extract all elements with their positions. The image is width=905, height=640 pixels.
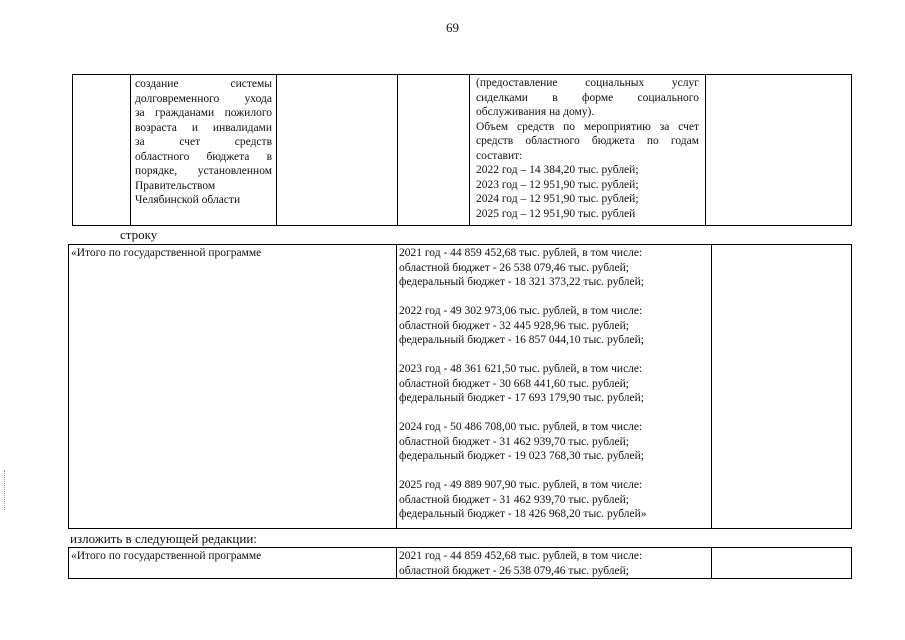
- description-line: порядке, установленном: [135, 165, 272, 177]
- details-line: Объем средств по мероприятию за счет: [476, 120, 699, 133]
- financing-line: областной бюджет - 26 538 079,46 тыс. рублей;: [399, 564, 629, 577]
- group-spacer: [399, 348, 709, 363]
- cell-measure-description: [131, 75, 277, 226]
- cell-empty: [712, 548, 852, 579]
- table-total-new: [68, 547, 852, 579]
- financing-line: 2023 год - 48 361 621,50 тыс. рублей, в том числе:: [399, 363, 643, 375]
- cell-empty-2: [398, 75, 470, 226]
- details-line: 2024 год – 12 951,90 тыс. рублей;: [476, 193, 639, 205]
- group-spacer: [399, 406, 709, 421]
- group-spacer: [399, 464, 709, 479]
- financing-line: 2024 год - 50 486 708,00 тыс. рублей, в том числе:: [399, 421, 643, 433]
- financing-line: 2025 год - 49 889 907,90 тыс. рублей, в том числе:: [399, 479, 643, 491]
- financing-line: федеральный бюджет - 18 321 373,22 тыс. рублей;: [399, 276, 644, 288]
- details-line: (предоставление социальных услуг: [476, 77, 699, 89]
- cell-number: [73, 75, 131, 226]
- financing-line: 2021 год - 44 859 452,68 тыс. рублей, в том числе:: [399, 550, 643, 562]
- financing-line: областной бюджет - 26 538 079,46 тыс. рублей;: [399, 261, 629, 274]
- label-new-edition: изложить в следующей редакции:: [70, 531, 257, 546]
- details-line: сиделками в форме социального: [476, 91, 699, 104]
- cell-empty-3: [706, 75, 852, 226]
- financing-line: федеральный бюджет - 18 426 968,20 тыс. рублей»: [399, 508, 647, 520]
- financing-old-text: [399, 246, 709, 522]
- description-line: долговременного ухода: [135, 92, 272, 105]
- cell-financing-new: [397, 548, 712, 579]
- financing-line: областной бюджет - 32 445 928,96 тыс. рублей;: [399, 319, 629, 332]
- cell-empty-1: [277, 75, 398, 226]
- group-spacer: [399, 290, 709, 305]
- measure-description-text: [135, 77, 272, 208]
- cell-financing-old: [397, 245, 712, 529]
- description-line: создание системы: [135, 78, 272, 90]
- cell-measure-details: [470, 75, 706, 226]
- table-total-old: [68, 244, 852, 529]
- measure-details-text: [476, 76, 699, 221]
- financing-line: федеральный бюджет - 19 023 768,30 тыс. рублей;: [399, 450, 644, 462]
- details-line: 2022 год – 14 384,20 тыс. рублей;: [476, 164, 639, 176]
- page-number: 69: [446, 20, 459, 35]
- table-row: [69, 548, 852, 579]
- cell-empty: [712, 245, 852, 529]
- financing-line: федеральный бюджет - 17 693 179,90 тыс. рублей;: [399, 392, 644, 404]
- description-line: за счет средств: [135, 136, 272, 148]
- financing-line: 2021 год - 44 859 452,68 тыс. рублей, в том числе:: [399, 247, 643, 259]
- details-line: 2025 год – 12 951,90 тыс. рублей: [476, 207, 636, 220]
- details-line: составит:: [476, 149, 523, 162]
- details-line: 2023 год – 12 951,90 тыс. рублей;: [476, 178, 639, 191]
- details-line: средств областного бюджета по годам: [476, 135, 699, 147]
- table-measure-continuation: [72, 74, 852, 226]
- details-line: обслуживания на дому).: [476, 106, 595, 118]
- financing-line: областной бюджет - 30 668 441,60 тыс. рублей;: [399, 377, 629, 390]
- description-line: областного бюджета в: [135, 150, 272, 163]
- table-row: [69, 245, 852, 529]
- financing-line: 2022 год - 49 302 973,06 тыс. рублей, в том числе:: [399, 305, 643, 317]
- financing-line: областной бюджет - 31 462 939,70 тыс. рублей;: [399, 493, 629, 506]
- cell-program-total-name: «Итого по государственной программе: [69, 245, 397, 529]
- financing-line: федеральный бюджет - 16 857 044,10 тыс. рублей;: [399, 334, 644, 346]
- financing-line: областной бюджет - 31 462 939,70 тыс. рублей;: [399, 435, 629, 448]
- cell-program-total-name: «Итого по государственной программе: [69, 548, 397, 579]
- description-line: Правительством: [135, 179, 216, 192]
- description-line: за гражданами пожилого: [135, 107, 272, 119]
- table-row: [73, 75, 852, 226]
- label-row-word: строку: [120, 227, 158, 242]
- description-line: возраста и инвалидами: [135, 121, 272, 134]
- description-line: Челябинской области: [135, 194, 241, 206]
- scan-margin-marks: [4, 470, 7, 510]
